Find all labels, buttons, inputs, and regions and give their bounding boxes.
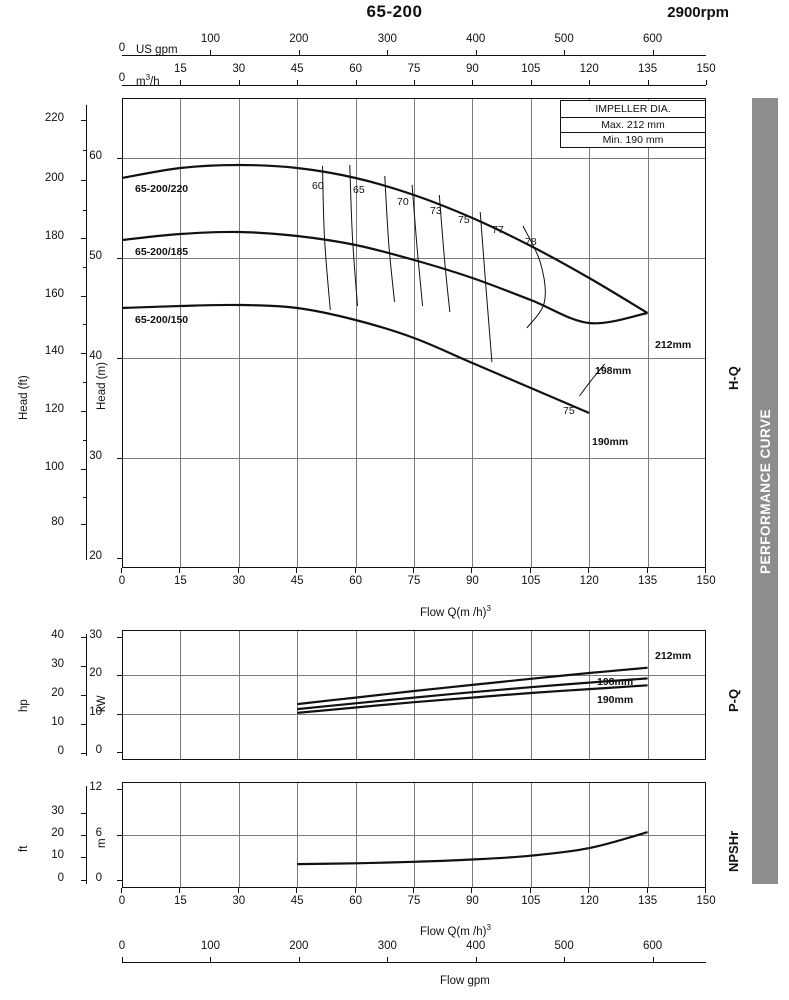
npsh-y-ft-tick-label: 0 (57, 872, 64, 884)
pq-y-kw-tick-label: 30 (89, 629, 102, 641)
npsh-y-ft-tick-label: 20 (51, 827, 64, 839)
impeller-box-max: Max. 212 mm (561, 117, 705, 132)
pq-y-hp-tick (81, 666, 87, 667)
pq-y-left-title: hp (18, 699, 30, 712)
hq-y-ft-minor-tick (83, 497, 87, 498)
npsh-x-tick-label: 45 (290, 895, 304, 907)
hq-x-tick (238, 568, 239, 573)
hq-efficiency-label-3: 73 (430, 205, 442, 217)
npsh-x-tick (705, 888, 706, 893)
npsh-x-tick (530, 888, 531, 893)
hq-x-tick (121, 568, 122, 573)
hq-x-tick-label: 30 (232, 575, 246, 587)
hq-curve-label-0: 65-200/220 (135, 183, 189, 195)
npsh-x-tick-label: 135 (638, 895, 658, 907)
axis-zero-us-gpm: 0 (118, 42, 126, 54)
hq-panel-label: H-Q (726, 366, 741, 390)
npsh-y-m-tick-label: 6 (95, 826, 102, 839)
hq-y-ft-tick (81, 180, 87, 181)
pq-y-hp-tick-label: 0 (57, 745, 64, 757)
hq-y-ft-tick (81, 411, 87, 412)
hq-x-tick-label: 0 (118, 575, 126, 587)
pq-y-hp-tick (81, 695, 87, 696)
axis-tick (653, 957, 654, 962)
npsh-x-tick-label: 15 (173, 895, 187, 907)
npsh-y-right-title: m (96, 838, 108, 848)
sidebar-title-text: PERFORMANCE CURVE (757, 408, 773, 574)
hq-y-m-tick-label: 40 (89, 350, 102, 362)
axis-tick-label: 0 (118, 940, 126, 952)
hq-x-tick-label: 120 (579, 575, 599, 587)
npsh-y-left-title: ft (18, 845, 30, 852)
pq-dia-label-1: 198mm (597, 676, 634, 688)
pq-y-right-title: kW (96, 695, 108, 712)
hq-y-ft-tick-label: 80 (51, 516, 64, 528)
axis-tick-label: 500 (554, 940, 574, 952)
hq-y-ft-tick (81, 353, 87, 354)
axis-tick-label: 150 (696, 63, 716, 75)
npsh-y-ft-tick (81, 857, 87, 858)
pq-y-kw-tick (117, 675, 122, 676)
hq-x-tick (179, 568, 180, 573)
npsh-y-ft-tick (81, 835, 87, 836)
hq-y-right-title: Head (m) (96, 362, 108, 410)
npsh-x-tick (238, 888, 239, 893)
hq-dia-label-1: 198mm (595, 365, 632, 377)
axis-tick-label: 30 (232, 63, 246, 75)
hq-x-axis-title: Flow Q(m /h)$^3$ (420, 604, 491, 619)
hq-efficiency-label-6: 78 (525, 236, 537, 248)
axis-zero-m3h: 0 (118, 72, 126, 84)
npsh-y-ft-tick (81, 813, 87, 814)
hq-y-m-tick (117, 258, 122, 259)
axis-tick-label: 300 (377, 33, 397, 45)
pq-y-hp-tick-label: 40 (51, 629, 64, 641)
hq-y-ft-tick (81, 469, 87, 470)
npsh-x-tick-label: 75 (407, 895, 421, 907)
hq-x-tick-label: 105 (521, 575, 541, 587)
hq-y-m-tick-label: 20 (89, 550, 102, 562)
axis-tick (387, 957, 388, 962)
npsh-panel-label: NPSHr (726, 830, 741, 872)
axis-tick-label: 200 (289, 33, 309, 45)
pq-y-hp-tick-label: 20 (51, 687, 64, 699)
npsh-y-m-tick (117, 835, 122, 836)
hq-y-ft-tick-label: 140 (44, 345, 64, 357)
axis-tick-label: 300 (377, 940, 397, 952)
hq-y-ft-tick (81, 296, 87, 297)
hq-y-m-tick (117, 358, 122, 359)
axis-unit-m3h: $m^3/h$ (136, 73, 160, 88)
hq-y-ft-minor-tick (83, 324, 87, 325)
hq-dia-label-0: 212mm (655, 339, 692, 351)
hq-y-left-title: Head (ft) (18, 375, 30, 420)
hq-y-ft-tick-label: 100 (44, 461, 64, 473)
hq-efficiency-label-0: 60 (312, 180, 324, 192)
npsh-curve (297, 832, 647, 864)
npsh-x-tick (647, 888, 648, 893)
axis-tick-label: 200 (289, 940, 309, 952)
axis-tick-label: 600 (642, 940, 663, 952)
hq-y-m-tick (117, 158, 122, 159)
hq-x-tick (588, 568, 589, 573)
npsh-x-tick-label: 30 (232, 895, 246, 907)
axis-tick-label: 90 (465, 63, 479, 75)
hq-efficiency-label-7: 75 (563, 405, 575, 417)
page-title: 65-200 (366, 2, 423, 21)
hq-y-m-tick-label: 60 (89, 150, 102, 162)
hq-x-tick-label: 15 (173, 575, 187, 587)
axis-tick-label: 60 (349, 63, 362, 75)
hq-efficiency-label-5: 77 (492, 224, 504, 236)
axis-tick-label: 75 (407, 63, 421, 75)
impeller-box-min: Min. 190 mm (561, 132, 705, 147)
impeller-box-title: IMPELLER DIA. (595, 103, 671, 115)
axis-tick-label: 100 (200, 33, 221, 45)
hq-x-tick-label: 75 (407, 575, 421, 587)
npsh-x-tick-label: 90 (465, 895, 479, 907)
pq-y-kw-tick-label: 20 (89, 667, 102, 680)
axis-tick-label: 100 (200, 940, 221, 952)
axis-unit-us-gpm: US gpm (136, 44, 178, 56)
axis-tick-label: 400 (466, 940, 486, 952)
pq-y-kw-tick-label: 10 (89, 705, 102, 718)
hq-y-ft-tick-label: 200 (44, 172, 64, 184)
npsh-x-tick (413, 888, 414, 893)
npsh-y-ft-tick (81, 880, 87, 881)
npsh-x-tick (471, 888, 472, 893)
npsh-y-m-tick-label: 12 (89, 781, 102, 793)
npsh-x-tick (588, 888, 589, 893)
hq-y-m-tick (117, 558, 122, 559)
hq-x-tick (413, 568, 414, 573)
hq-y-ft-tick-label: 120 (44, 403, 64, 415)
hq-y-m-tick-label: 50 (89, 250, 102, 262)
hq-x-tick-label: 45 (290, 575, 304, 587)
hq-y-ft-tick (81, 120, 87, 121)
hq-y-ft-minor-tick (83, 382, 87, 383)
pq-y-kw-tick (117, 714, 122, 715)
hq-y-ft-minor-tick (83, 267, 87, 268)
hq-x-tick (705, 568, 706, 573)
pq-y-kw-tick (117, 752, 122, 753)
axis-tick-label: 45 (290, 63, 304, 75)
npsh-y-m-tick-label: 0 (95, 872, 102, 884)
pq-dia-label-2: 190mm (597, 694, 634, 706)
hq-ft-axis-line (86, 105, 87, 560)
axis-tick-label: 400 (466, 33, 486, 45)
pq-y-kw-tick-label: 0 (95, 744, 102, 756)
hq-y-ft-tick-label: 180 (44, 230, 64, 242)
hq-y-ft-tick-label: 220 (44, 112, 64, 124)
npsh-x-tick-label: 0 (118, 895, 126, 907)
hq-y-ft-minor-tick (83, 440, 87, 441)
hq-x-tick (355, 568, 356, 573)
npsh-y-ft-tick-label: 30 (51, 805, 64, 817)
hq-y-m-tick-label: 30 (89, 450, 102, 462)
axis-tick (210, 957, 211, 962)
pq-y-hp-tick-label: 30 (51, 658, 64, 670)
axis-line (122, 962, 706, 963)
npsh-y-ft-tick-label: 10 (51, 849, 64, 861)
npsh-x-axis-title: Flow Q(m /h)$^3$ (420, 923, 491, 938)
pq-y-hp-tick (81, 637, 87, 638)
axis-tick-label: 600 (642, 33, 663, 45)
hq-curve-label-2: 65-200/150 (135, 314, 189, 326)
hq-x-tick-label: 90 (465, 575, 479, 587)
axis-tick (476, 957, 477, 962)
npsh-x-tick-label: 150 (696, 895, 716, 907)
hq-y-ft-tick (81, 524, 87, 525)
axis-unit-bottom-gpm: Flow gpm (440, 975, 490, 987)
hq-x-tick (530, 568, 531, 573)
hq-y-m-tick (117, 458, 122, 459)
axis-tick-label: 120 (579, 63, 599, 75)
npsh-x-tick (355, 888, 356, 893)
pq-y-kw-tick (117, 637, 122, 638)
hq-x-tick (471, 568, 472, 573)
axis-tick (122, 957, 123, 962)
axis-tick-label: 15 (173, 63, 187, 75)
hq-x-tick (296, 568, 297, 573)
npsh-x-tick (179, 888, 180, 893)
hq-x-tick-label: 150 (696, 575, 716, 587)
axis-tick (564, 957, 565, 962)
pq-dia-label-0: 212mm (655, 650, 692, 662)
npsh-y-m-tick (117, 880, 122, 881)
hq-y-ft-tick-label: 160 (44, 288, 64, 300)
npsh-y-m-tick (117, 789, 122, 790)
hq-efficiency-label-1: 65 (353, 184, 365, 196)
hq-x-tick-label: 60 (349, 575, 362, 587)
npsh-x-tick-label: 60 (349, 895, 362, 907)
pq-panel-label: P-Q (726, 688, 741, 712)
axis-tick (299, 957, 300, 962)
hq-y-ft-tick (81, 238, 87, 239)
hq-curve-label-1: 65-200/185 (135, 246, 189, 258)
pq-y-hp-tick (81, 753, 87, 754)
axis-bottom-gpm (118, 940, 706, 963)
npsh-x-tick-label: 105 (521, 895, 541, 907)
hq-x-tick-label: 135 (638, 575, 658, 587)
npsh-x-tick (121, 888, 122, 893)
hq-x-tick (647, 568, 648, 573)
hq-y-ft-minor-tick (83, 210, 87, 211)
hq-dia-label-2: 190mm (592, 436, 629, 448)
pq-y-hp-tick (81, 724, 87, 725)
rpm-label: 2900rpm (667, 4, 729, 21)
hq-efficiency-label-4: 75 (458, 214, 470, 226)
hq-y-ft-minor-tick (83, 150, 87, 151)
npsh-x-tick (296, 888, 297, 893)
axis-tick-label: 105 (521, 63, 541, 75)
pq-y-hp-tick-label: 10 (51, 716, 64, 728)
npsh-x-tick-label: 120 (579, 895, 599, 907)
hq-efficiency-label-2: 70 (397, 196, 409, 208)
axis-tick-label: 135 (638, 63, 658, 75)
axis-tick-label: 500 (554, 33, 574, 45)
